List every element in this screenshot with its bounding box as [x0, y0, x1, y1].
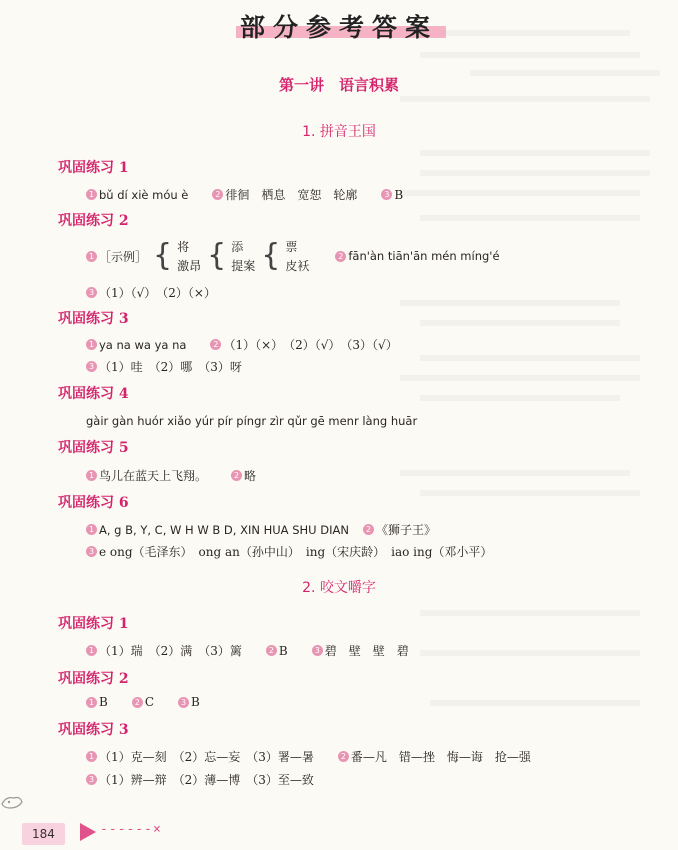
answer-text: （1）（√） （2）（×）	[99, 286, 216, 300]
word: 票	[285, 240, 298, 254]
marker-2-icon: 2	[132, 697, 143, 708]
example-label: ［示例］	[99, 249, 148, 264]
answer-row	[86, 521, 436, 538]
answer-row	[86, 748, 531, 765]
answer-text: （1）哇 （2）哪 （3）呀	[99, 360, 242, 374]
answer-row	[86, 467, 256, 484]
answer-text: 略	[244, 469, 257, 483]
marker-3-icon: 3	[312, 645, 323, 656]
marker-3-icon: 3	[178, 697, 189, 708]
word: 将	[177, 240, 190, 254]
answer-row	[86, 284, 216, 301]
answer-text: fān'àn tiān'ān mén míng'é	[348, 249, 500, 263]
exercise-heading: 巩固练习 2	[58, 671, 129, 687]
exercise-heading: 巩固练习 6	[58, 495, 129, 511]
marker-2-icon: 2	[363, 524, 374, 535]
answer-row	[86, 186, 403, 203]
answer-text: 碧 壁 壁 碧	[324, 644, 409, 658]
marker-1-icon: 1	[86, 645, 97, 656]
marker-2-icon: 2	[210, 339, 221, 350]
answer-row	[86, 771, 314, 788]
answer-text: B	[191, 695, 200, 709]
section-title-pinyin: 1. 拼音王国	[302, 124, 376, 140]
exercise-heading: 巩固练习 1	[58, 616, 129, 632]
exercise-heading: 巩固练习 5	[58, 440, 129, 456]
answer-text: B	[278, 643, 288, 658]
answer-text: B	[99, 695, 108, 709]
exercise-heading: 巩固练习 2	[58, 213, 129, 229]
word: 激昂	[177, 259, 202, 273]
brace-icon: {	[207, 238, 227, 273]
answer-text: 徘徊 栖息 宽恕 轮廓	[225, 188, 358, 202]
marker-2-icon: 2	[212, 189, 223, 200]
marker-3-icon: 3	[86, 361, 97, 372]
marker-1-icon: 1	[86, 470, 97, 481]
answer-text: e ong（毛泽东） ong an（孙中山） ing（宋庆龄） iao ing（邓小平）	[99, 545, 493, 559]
answer-text: gàir gàn huór xiǎo yúr pír píngr zìr qǔr gē menr làng huār	[86, 414, 418, 428]
marker-1-icon: 1	[86, 339, 97, 350]
marker-3-icon: 3	[86, 546, 97, 557]
answer-text: （1）瑞 （2）满 （3）篱	[99, 644, 242, 658]
answer-text: （1）（×） （2）（√） （3）（√）	[223, 338, 398, 352]
answer-text: C	[144, 695, 155, 709]
doodle-icon	[0, 790, 26, 814]
marker-3-icon: 3	[381, 189, 392, 200]
marker-2-icon: 2	[335, 251, 346, 262]
answer-text: ya na wa ya na	[99, 337, 187, 352]
answer-text: （1）克—刻 （2）忘—妄 （3）署—暑	[99, 750, 314, 764]
brace-icon: {	[261, 238, 281, 273]
brace-icon: {	[153, 238, 173, 273]
marker-1-icon: 1	[86, 189, 97, 200]
answer-row	[86, 336, 398, 353]
exercise-heading: 巩固练习 1	[58, 160, 129, 176]
page-title: 部分参考答案	[239, 13, 438, 42]
answer-text: bǔ dí xiè móu è	[99, 187, 189, 202]
answer-text: （1）辨—辩 （2）薄—博 （3）至—致	[99, 773, 314, 787]
answer-row	[86, 543, 492, 560]
answer-text: 番—凡 错—挫 悔—诲 抢—强	[350, 750, 531, 764]
word: 添	[231, 240, 244, 254]
answer-row	[86, 414, 417, 428]
exercise-heading: 巩固练习 3	[58, 311, 129, 327]
marker-1-icon: 1	[86, 524, 97, 535]
marker-1-icon: 1	[86, 751, 97, 762]
answer-row	[86, 695, 200, 709]
answer-text: A, g B, Y, C, W H W B D, XIN HUA SHU DIAN	[99, 522, 349, 537]
answer-row	[86, 642, 409, 659]
marker-1-icon: 1	[86, 697, 97, 708]
section-title-words: 2. 咬文嚼字	[302, 580, 376, 596]
footer-dashes: ------×	[100, 822, 162, 837]
word: 皮袄	[285, 259, 310, 273]
answer-text: 《狮子王》	[375, 523, 436, 537]
page-number: 184	[22, 823, 65, 845]
brace-answer-block	[86, 236, 500, 276]
word: 提案	[231, 259, 256, 273]
answer-text: B	[394, 187, 404, 202]
marker-3-icon: 3	[86, 287, 97, 298]
arrow-icon	[80, 823, 96, 841]
exercise-heading: 巩固练习 3	[58, 722, 129, 738]
answer-text: 鸟儿在蓝天上飞翔。	[99, 469, 208, 483]
marker-3-icon: 3	[86, 774, 97, 785]
marker-2-icon: 2	[231, 470, 242, 481]
exercise-heading: 巩固练习 4	[58, 386, 129, 402]
marker-2-icon: 2	[338, 751, 349, 762]
lecture-title: 第一讲 语言积累	[278, 76, 399, 94]
marker-2-icon: 2	[266, 645, 277, 656]
marker-1-icon: 1	[86, 251, 97, 262]
answer-row	[86, 358, 242, 375]
